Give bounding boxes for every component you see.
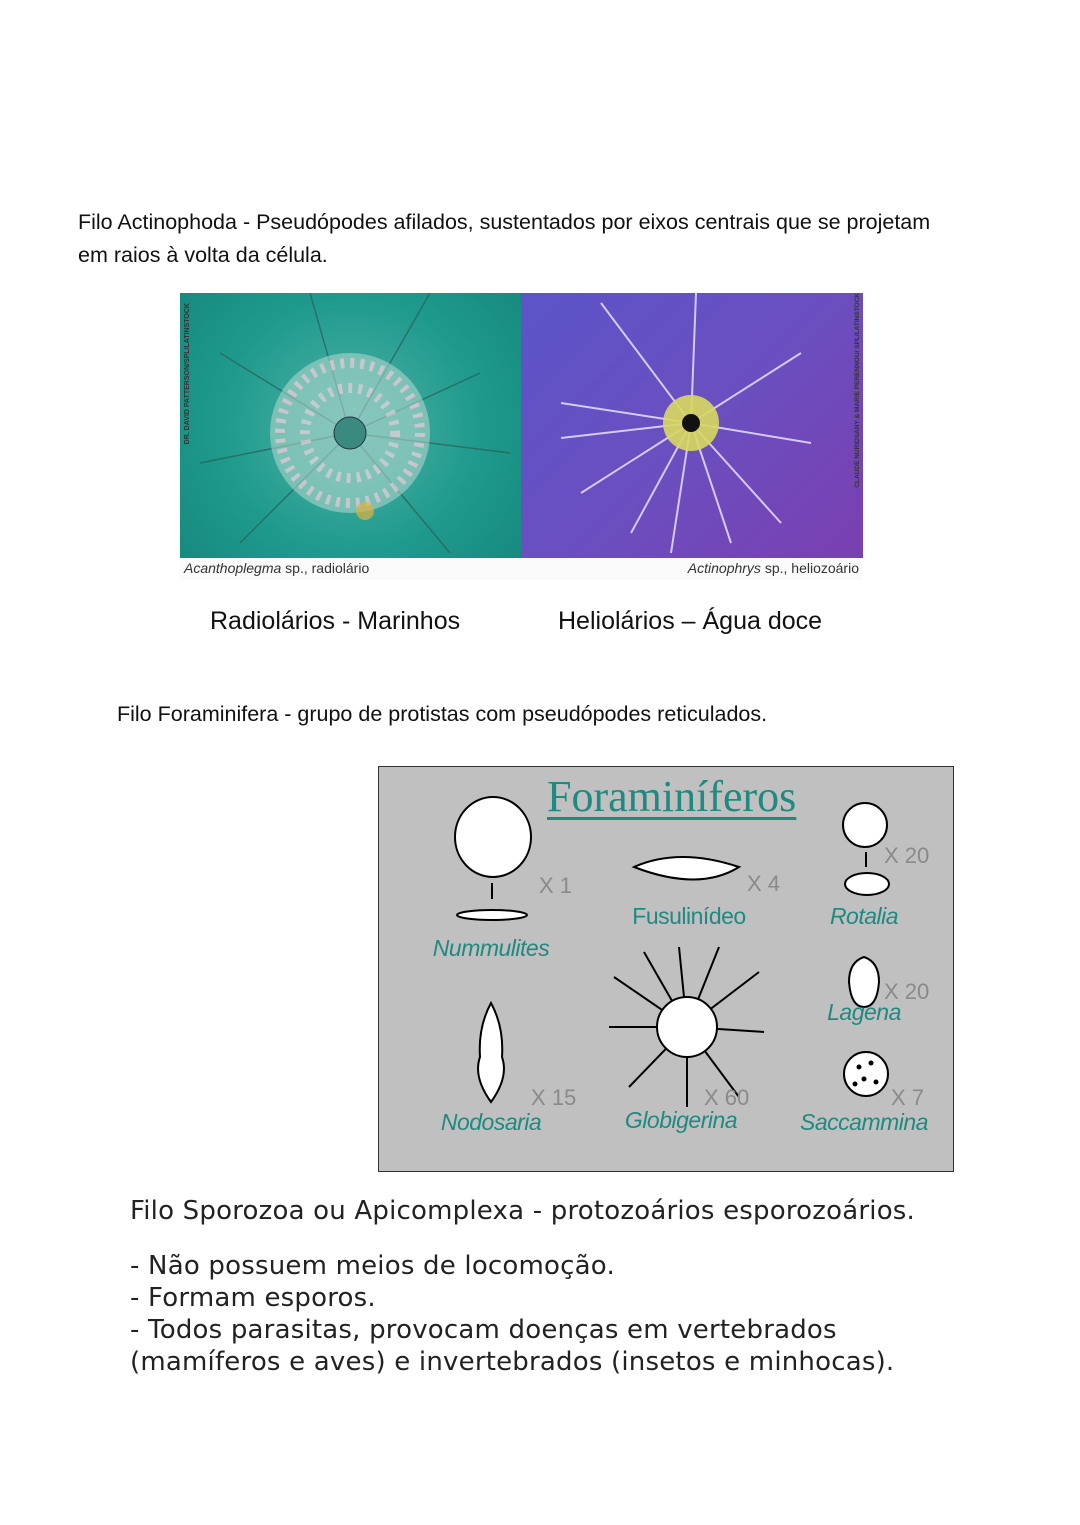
fusulinid-shell <box>634 857 739 880</box>
label-nodosaria: Nodosaria <box>440 1109 542 1135</box>
scale-saccammina: X 7 <box>891 1085 925 1110</box>
label-nummulites: Nummulites <box>432 935 550 961</box>
rotalia-side <box>845 873 889 895</box>
sporozoa-bullet-3-cont: (mamíferos e aves) e invertebrados (insetos e minhocas). <box>130 1347 895 1377</box>
nodosaria-shell <box>478 1003 504 1102</box>
photo-credit-right: CLAUDE NURIDSANY & MARIE PERENNOU/ SPL/LATINSTOCK <box>854 293 861 488</box>
radiolarian-illustration <box>180 293 521 558</box>
sporozoa-bullet-2: - Formam esporos. <box>130 1283 376 1313</box>
heliozoan-illustration <box>521 293 863 558</box>
saccammina-shell <box>844 1052 888 1096</box>
scale-rotalia: X 20 <box>884 843 930 868</box>
radiolarian-photo <box>180 293 521 558</box>
label-rotalia: Rotalia <box>829 903 899 929</box>
caption-left-rest: sp., radiolário <box>281 560 370 576</box>
caption-right <box>688 560 859 576</box>
scale-nodosaria: X 15 <box>531 1085 577 1110</box>
caption-right-species: Actinophrys <box>687 560 761 576</box>
scale-lagena: X 20 <box>884 979 930 1004</box>
actinophoda-text-line1: Filo Actinophoda - Pseudópodes afilados, sustentados por eixos centrais que se projetam <box>78 210 931 234</box>
heliozoan-photo <box>521 293 863 558</box>
sporozoa-heading: Filo Sporozoa ou Apicomplexa - protozoários esporozoários. <box>130 1196 916 1226</box>
scale-fusulinid: X 4 <box>747 871 781 896</box>
label-fusulinid: Fusulinídeo <box>632 903 746 929</box>
photo-credit-left: DR. DAVID PATTERSON/SPL/LATINSTOCK <box>184 303 191 445</box>
label-heliozoans: Heliolários – Água doce <box>558 607 823 635</box>
nummulites-shell <box>455 797 531 877</box>
caption-left <box>184 560 369 576</box>
caption-right-rest: sp., heliozoário <box>760 560 859 576</box>
foraminifera-heading: Filo Foraminifera - grupo de protistas com pseudópodes reticulados. <box>117 702 768 726</box>
sporozoa-bullet-3: - Todos parasitas, provocam doenças em vertebrados <box>130 1315 837 1345</box>
globigerina-shell <box>657 997 717 1057</box>
label-radiolarians: Radiolários - Marinhos <box>210 607 461 635</box>
actinophoda-text-line2: em raios à volta da célula. <box>78 243 328 267</box>
scale-nummulites: X 1 <box>539 873 573 898</box>
rotalia-top <box>843 803 887 847</box>
nummulites-side <box>457 910 527 920</box>
label-lagena: Lagena <box>827 999 901 1025</box>
sporozoa-bullet-1: - Não possuem meios de locomoção. <box>130 1251 615 1281</box>
figure-title: Foraminíferos <box>547 772 797 821</box>
caption-left-species: Acanthoplegma <box>184 560 282 576</box>
label-saccammina: Saccammina <box>800 1109 928 1135</box>
actinophoda-photos <box>180 293 863 580</box>
label-globigerina: Globigerina <box>624 1107 738 1133</box>
foraminifera-figure <box>378 766 954 1172</box>
scale-globigerina: X 60 <box>704 1085 750 1110</box>
